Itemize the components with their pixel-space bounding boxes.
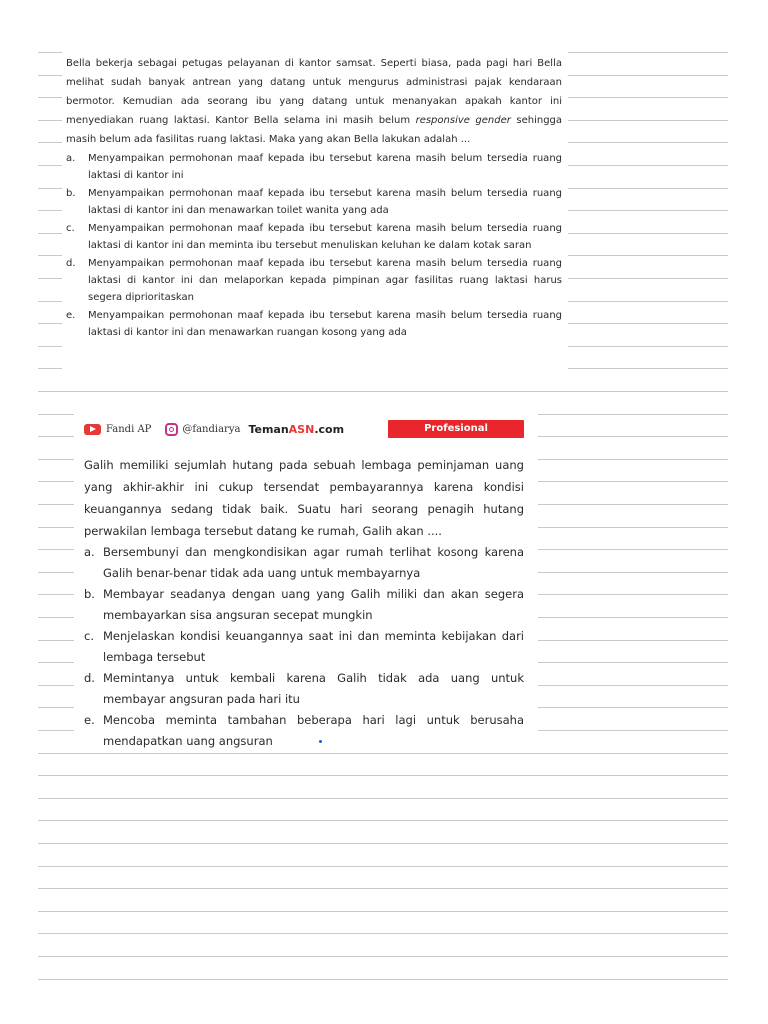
ruled-line xyxy=(38,888,728,889)
ruled-line xyxy=(568,233,728,234)
ruled-line xyxy=(538,481,728,482)
option-text: Menyampaikan permohonan maaf kepada ibu tersebut karena masih belum tersedia ruang laktasi di kantor ini dan menawarkan toilet wanita yang ada xyxy=(88,188,562,216)
instagram-handle: @fandiarya xyxy=(182,423,241,435)
ruled-line xyxy=(538,549,728,550)
option-label: e. xyxy=(66,310,76,321)
ruled-line xyxy=(38,775,728,776)
ruled-line xyxy=(538,572,728,573)
ruled-line xyxy=(38,820,728,821)
ruled-line xyxy=(568,368,728,369)
question-2-option-b[interactable] xyxy=(84,584,524,626)
ruled-line xyxy=(38,210,62,211)
ruled-line xyxy=(38,798,728,799)
ruled-line xyxy=(568,301,728,302)
option-text: Bersembunyi dan mengkondisikan agar rumah terlihat kosong karena Galih benar-benar tidak ada uang untuk membayarnya xyxy=(103,545,524,580)
ruled-line xyxy=(568,188,728,189)
ruled-line xyxy=(38,255,62,256)
ruled-line xyxy=(38,979,728,980)
ruled-line xyxy=(38,504,74,505)
ruled-line xyxy=(38,640,74,641)
ruled-line xyxy=(38,753,728,754)
option-text: Menyampaikan permohonan maaf kepada ibu tersebut karena masih belum tersedia ruang laktasi di kantor ini dan melaporkan kepada pimpinan agar fasilitas ruang laktasi harus segera diprioritaskan xyxy=(88,258,562,303)
category-badge: Profesional xyxy=(388,420,524,438)
ruled-line xyxy=(38,843,728,844)
ruled-line xyxy=(38,97,62,98)
question-2-option-e[interactable] xyxy=(84,710,524,752)
ruled-line xyxy=(568,75,728,76)
question-1-option-b[interactable] xyxy=(66,185,562,219)
stem-italic-term: responsive gender xyxy=(415,115,511,126)
ruled-line xyxy=(538,504,728,505)
option-label: a. xyxy=(84,545,95,559)
ruled-line xyxy=(568,142,728,143)
ruled-line xyxy=(38,481,74,482)
question-2-option-c[interactable] xyxy=(84,626,524,668)
ruled-line xyxy=(38,436,74,437)
ruled-line xyxy=(38,233,62,234)
stem-text-end: sehingga masih belum ada fasilitas ruang laktasi. Maka yang akan Bella lakukan adalah ... xyxy=(66,115,563,145)
ruled-line xyxy=(538,662,728,663)
ruled-line xyxy=(38,707,74,708)
option-text: Memintanya untuk kembali karena Galih tidak ada uang untuk membayar angsuran pada hari itu xyxy=(103,671,524,706)
ruled-line xyxy=(38,572,74,573)
question-1-block xyxy=(62,50,568,388)
ruled-line xyxy=(538,617,728,618)
cursor-dot xyxy=(319,740,322,743)
ruled-line xyxy=(538,527,728,528)
ruled-line xyxy=(38,956,728,957)
ruled-line xyxy=(38,685,74,686)
option-text: Menyampaikan permohonan maaf kepada ibu tersebut karena masih belum tersedia ruang laktasi di kantor ini xyxy=(88,153,562,181)
ruled-line xyxy=(38,346,62,347)
ruled-line xyxy=(38,549,74,550)
question-1-option-d[interactable] xyxy=(66,255,562,306)
ruled-line xyxy=(38,368,62,369)
option-text: Mencoba meminta tambahan beberapa hari lagi untuk berusaha mendapatkan uang angsuran xyxy=(103,713,524,748)
ruled-line xyxy=(38,866,728,867)
ruled-line xyxy=(38,459,74,460)
option-label: e. xyxy=(84,713,95,727)
instagram-icon xyxy=(165,423,178,436)
option-text: Membayar seadanya dengan uang yang Galih miliki dan akan segera membayarkan sisa angsuran secepat mungkin xyxy=(103,587,524,622)
option-text: Menyampaikan permohonan maaf kepada ibu tersebut karena masih belum tersedia ruang laktasi di kantor ini dan menawarkan ruangan kosong yang ada xyxy=(88,310,562,338)
question-1-option-c[interactable] xyxy=(66,220,562,254)
ruled-line xyxy=(568,120,728,121)
ruled-line xyxy=(38,527,74,528)
question-1-stem xyxy=(66,54,562,149)
ruled-line xyxy=(568,323,728,324)
ruled-line xyxy=(38,75,62,76)
question-2-stem: Galih memiliki sejumlah hutang pada sebuah lembaga peminjaman uang yang akhir-akhir ini cukup tersendat pembayarannya karena kondisi keuangannya sedang tidak baik. Suatu hari seorang penagih hutang perwakilan lembaga tersebut datang ke rumah, Galih akan .... xyxy=(84,458,524,538)
ruled-line xyxy=(538,459,728,460)
ruled-line xyxy=(568,97,728,98)
site-highlight: ASN xyxy=(288,422,315,436)
ruled-line xyxy=(38,730,74,731)
question-2-option-d[interactable] xyxy=(84,668,524,710)
option-label: d. xyxy=(84,671,95,685)
stem-text: Bella bekerja sebagai petugas pelayanan di kantor samsat. Seperti biasa, pada pagi hari Bella melihat sudah banyak antrean yang datang untuk mengurus administrasi pajak kendaraan bermotor. Kemudian ada seorang ibu yang datang untuk menanyakan apakah kantor ini menyediakan ruang laktasi. Kantor Bella selama ini masih belum xyxy=(66,58,562,126)
ruled-line xyxy=(538,594,728,595)
ruled-line xyxy=(538,640,728,641)
youtube-icon xyxy=(84,424,101,435)
option-label: d. xyxy=(66,258,76,269)
option-text: Menyampaikan permohonan maaf kepada ibu tersebut karena masih belum tersedia ruang laktasi di kantor ini dan meminta ibu tersebut menuliskan keluhan ke dalam kotak saran xyxy=(88,223,562,251)
ruled-line xyxy=(568,52,728,53)
ruled-line xyxy=(38,301,62,302)
ruled-line xyxy=(38,278,62,279)
option-text: Menjelaskan kondisi keuangannya saat ini dan meminta kebijakan dari lembaga tersebut xyxy=(103,629,524,664)
ruled-line xyxy=(568,278,728,279)
ruled-line xyxy=(538,730,728,731)
site-suffix: .com xyxy=(314,422,345,436)
site-name xyxy=(248,423,344,436)
ruled-line xyxy=(538,414,728,415)
ruled-line xyxy=(38,662,74,663)
ruled-line xyxy=(38,617,74,618)
ruled-line xyxy=(38,142,62,143)
ruled-line xyxy=(38,911,728,912)
ruled-line xyxy=(568,165,728,166)
option-label: c. xyxy=(84,629,94,643)
ruled-line xyxy=(38,323,62,324)
ruled-line xyxy=(38,188,62,189)
ruled-line xyxy=(568,346,728,347)
ruled-line xyxy=(38,165,62,166)
ruled-line xyxy=(38,120,62,121)
question-2-option-a[interactable] xyxy=(84,542,524,584)
option-label: a. xyxy=(66,153,76,164)
ruled-line xyxy=(538,707,728,708)
ruled-line xyxy=(38,933,728,934)
ruled-line xyxy=(568,255,728,256)
option-label: b. xyxy=(84,587,95,601)
option-label: b. xyxy=(66,188,76,199)
ruled-line xyxy=(568,210,728,211)
question-1-option-e[interactable] xyxy=(66,307,562,341)
site-prefix: Teman xyxy=(248,422,289,436)
brand-bar xyxy=(84,420,524,438)
ruled-line xyxy=(38,391,728,392)
ruled-line xyxy=(538,436,728,437)
option-label: c. xyxy=(66,223,75,234)
ruled-line xyxy=(38,414,74,415)
youtube-channel-name: Fandi AP xyxy=(106,423,152,435)
ruled-line xyxy=(38,52,62,53)
question-1-option-a[interactable] xyxy=(66,150,562,184)
question-2-block xyxy=(74,410,538,750)
ruled-line xyxy=(538,685,728,686)
ruled-line xyxy=(38,594,74,595)
